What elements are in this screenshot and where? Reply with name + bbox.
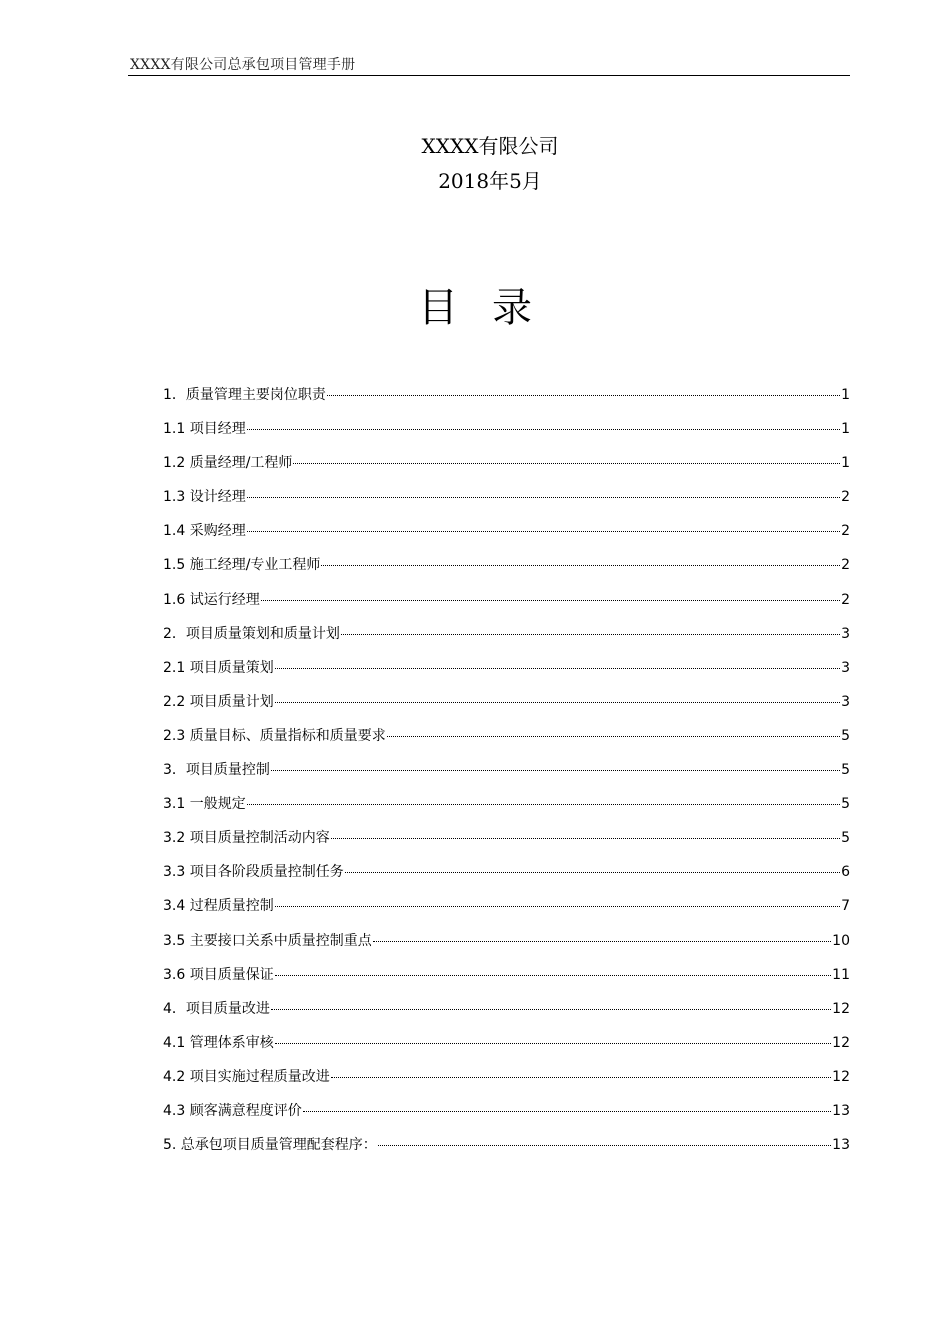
toc-entry-page-number: 1 [841, 387, 850, 403]
toc-entry-label: 2．项目质量策划和质量计划 [163, 625, 340, 642]
toc-entry[interactable] [163, 759, 850, 793]
toc-dot-leader [275, 1043, 831, 1044]
toc-entry-label: 2.2 项目质量计划 [163, 693, 274, 710]
toc-dot-leader [331, 1077, 831, 1078]
document-date: 2018年5月 [438, 169, 542, 193]
toc-entry-page-number: 5 [841, 727, 850, 744]
toc-dot-leader [303, 1111, 831, 1112]
toc-entry-page-number: 2 [841, 557, 850, 574]
toc-entry-label: 1.4 采购经理 [163, 523, 246, 540]
toc-entry-page-number: 2 [841, 489, 850, 506]
toc-dot-leader [345, 872, 840, 873]
toc-entry-page-number: 11 [832, 966, 850, 983]
toc-dot-leader [321, 565, 840, 566]
toc-entry-label: 1.3 设计经理 [163, 489, 246, 506]
toc-dot-leader [275, 906, 840, 907]
toc-entry-page-number: 2 [841, 523, 850, 540]
toc-entry[interactable] [163, 384, 850, 418]
toc-entry[interactable] [163, 861, 850, 895]
toc-entry-page-number: 3 [841, 625, 850, 642]
toc-entry-page-number: 5 [841, 762, 850, 779]
toc-entry-label: 3.6 项目质量保证 [163, 966, 274, 983]
toc-entry-label: 4．项目质量改进 [163, 1000, 270, 1017]
toc-dot-leader [247, 497, 840, 498]
toc-entry-page-number: 6 [841, 864, 850, 881]
toc-entry-page-number: 13 [832, 1137, 850, 1154]
toc-entry-page-number: 7 [841, 898, 850, 915]
toc-entry-page-number: 3 [841, 659, 850, 676]
toc-entry[interactable] [163, 930, 850, 964]
toc-entry-label: 4.1 管理体系审核 [163, 1034, 274, 1051]
toc-dot-leader [378, 1145, 831, 1146]
toc-entry-page-number: 5 [841, 830, 850, 847]
toc-entry-label: 4.3 顾客满意程度评价 [163, 1102, 302, 1119]
toc-dot-leader [247, 429, 840, 430]
toc-dot-leader [373, 941, 831, 942]
toc-dot-leader [271, 770, 840, 771]
toc-entry-label: 2.1 项目质量策划 [163, 659, 274, 676]
toc-entry-label: 1.5 施工经理/专业工程师 [163, 557, 321, 574]
toc-entry-label: 1.1 项目经理 [163, 421, 246, 438]
toc-entry-page-number: 10 [832, 932, 850, 949]
toc-entry-label: 3．项目质量控制 [163, 762, 270, 779]
toc-entry-label: 2.3 质量目标、质量指标和质量要求 [163, 727, 386, 744]
toc-entry[interactable] [163, 1066, 850, 1100]
toc-entry[interactable] [163, 520, 850, 554]
toc-dot-leader [275, 702, 840, 703]
running-header: XXXX有限公司总承包项目管理手册 [130, 57, 356, 73]
toc-entry-label: 4.2 项目实施过程质量改进 [163, 1068, 330, 1085]
toc-dot-leader [327, 395, 840, 396]
toc-dot-leader [271, 1009, 831, 1010]
toc-entry-page-number: 2 [841, 591, 850, 608]
toc-entry-page-number: 5 [841, 796, 850, 813]
toc-dot-leader [275, 975, 831, 976]
toc-entry-page-number: 13 [832, 1102, 850, 1119]
toc-entry[interactable] [163, 1032, 850, 1066]
toc-entry[interactable] [163, 1134, 850, 1168]
toc-entry-label: 1.2 质量经理/工程师 [163, 455, 293, 472]
toc-entry[interactable] [163, 964, 850, 998]
toc-entry-label: 3.2 项目质量控制活动内容 [163, 830, 330, 847]
toc-dot-leader [341, 634, 840, 635]
toc-entry-page-number: 1 [841, 421, 850, 438]
toc-dot-leader [331, 838, 840, 839]
toc-dot-leader [275, 668, 840, 669]
toc-entry-page-number: 1 [841, 455, 850, 472]
toc-title: 目录 [418, 285, 566, 331]
toc-entry-label: 1．质量管理主要岗位职责 [163, 387, 326, 403]
toc-entry-label: 3.1 一般规定 [163, 796, 246, 813]
toc-entry-label: 1.6 试运行经理 [163, 591, 260, 608]
toc-entry[interactable] [163, 793, 850, 827]
toc-entry[interactable] [163, 895, 850, 929]
toc-dot-leader [247, 531, 840, 532]
toc-entry-label: 5. 总承包项目质量管理配套程序： [163, 1137, 377, 1154]
toc-entry[interactable] [163, 623, 850, 657]
toc-entry[interactable] [163, 554, 850, 588]
toc-entry[interactable] [163, 657, 850, 691]
toc-entry[interactable] [163, 1100, 850, 1134]
toc-entry[interactable] [163, 998, 850, 1032]
toc-entry[interactable] [163, 418, 850, 452]
company-name: XXXX有限公司 [421, 134, 559, 158]
toc-entry[interactable] [163, 589, 850, 623]
toc-dot-leader [387, 736, 840, 737]
header-rule [128, 75, 850, 76]
toc-dot-leader [261, 600, 840, 601]
toc-entry-label: 3.3 项目各阶段质量控制任务 [163, 864, 344, 881]
toc-dot-leader [247, 804, 840, 805]
toc-entry-page-number: 3 [841, 693, 850, 710]
toc-dot-leader [293, 463, 840, 464]
toc-entry[interactable] [163, 725, 850, 759]
toc-entry[interactable] [163, 452, 850, 486]
toc-entry[interactable] [163, 486, 850, 520]
toc-entry-page-number: 12 [832, 1068, 850, 1085]
toc-entry-page-number: 12 [832, 1034, 850, 1051]
toc-entry-label: 3.5 主要接口关系中质量控制重点 [163, 932, 372, 949]
toc-entry-page-number: 12 [832, 1000, 850, 1017]
table-of-contents [163, 384, 850, 1168]
toc-entry-label: 3.4 过程质量控制 [163, 898, 274, 915]
toc-entry[interactable] [163, 827, 850, 861]
toc-entry[interactable] [163, 691, 850, 725]
